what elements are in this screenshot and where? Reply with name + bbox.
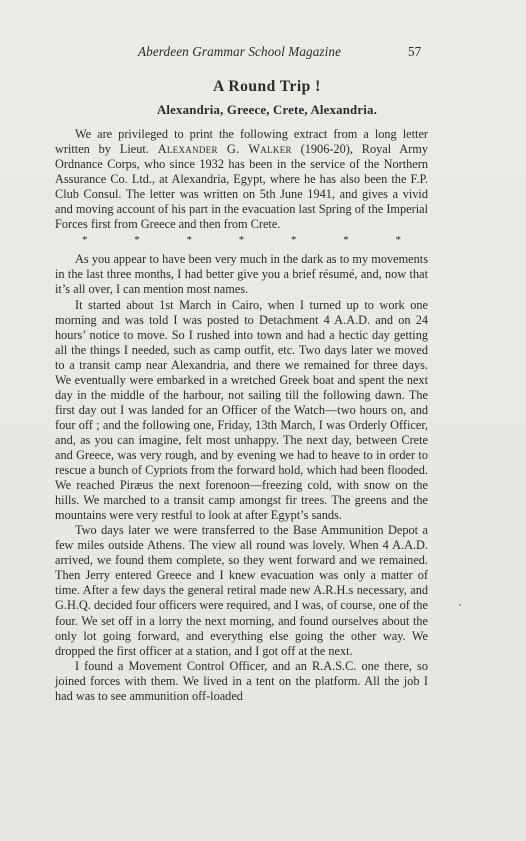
letter-paragraph: Two days later we were transferred to the Base Ammunition Depot a few miles outside Athens. The view all round was lovely. When 4 A.A.D. arrived, we found them complete, so they went forward and we remained. Then Jerry entered Greece and I knew evacuation was only a matter of time. After a few days the general retiral made new A.R.H.s necessary, and G.H.Q. decided four officers were required, and I was, of course, one of the four. We set off in a lorry the next morning, and found ourselves about the only lot going forward, and everything else going the other way. We dropped the first officer at a station, and I got off at the next. [55, 523, 428, 658]
intro-text-after-name: (1906-20), Royal Army Ordnance Corps, who since 1932 has been in the service of the Northern Assurance Co. Ltd., at Alexandria, Egypt, where he has also been the F.P. Club Consul. The letter was written on 5th June 1941, and gives a vivid and moving account of his part in the evacuation last Spring of the Imperial Forces first from Greece and then from Crete. [55, 142, 428, 232]
letter-paragraph: It started about 1st March in Cairo, when I turned up to work one morning and was told I was posted to Detachment 4 A.A.D. and on 24 hours’ notice to move. So I rushed into town and had a hectic day getting all the things I needed, such as camp outfit, etc. Two days later we moved to a transit camp near Alexandria, and there we remained for three days. We eventually were embarked in a wretched Greek boat and spent the next day in the middle of the harbour, not sailing till the following dawn. The first day out I was landed for an Officer of the Watch—two hours on, and four off ; and the following one, Friday, 13th March, I was Orderly Officer, and, as you can imagine, felt most unhappy. The next day, between Crete and Greece, was very rough, and by evening we had to heave to in order to rescue a bunch of Cypriots from the forward hold, which had been flooded. We reached Piræus the next forenoon—freezing cold, with snow on the hills. We marched to a transit camp amongst fir trees. The greens and the mountains were very restful to look at after Egypt’s sands. [55, 297, 428, 523]
author-name: Alexander G. Walker [157, 142, 292, 157]
editorial-intro [55, 127, 428, 232]
letter-paragraph: I found a Movement Control Officer, and an R.A.S.C. one there, so joined forces with them. We lived in a tent on the platform. All the job I had was to see ammunition off-loaded [55, 658, 428, 703]
page-number: 57 [408, 44, 422, 59]
article-title: A Round Trip ! [213, 78, 321, 95]
section-divider: * * * * * * * [82, 234, 423, 247]
magazine-title: Aberdeen Grammar School Magazine [138, 44, 342, 59]
article-body [55, 124, 428, 704]
letter-paragraph: As you appear to have been very much in the dark as to my movements in the last three months, I had better give you a brief résumé, and, now that it’s all over, I can mention most names. [55, 252, 428, 297]
paper-speck [459, 604, 461, 606]
intro-text-before-name: We are privileged to print the following extract from a long letter written by Lieut. [55, 127, 428, 157]
article-subtitle: Alexandria, Greece, Crete, Alexandria. [156, 103, 377, 117]
running-head [0, 44, 526, 64]
